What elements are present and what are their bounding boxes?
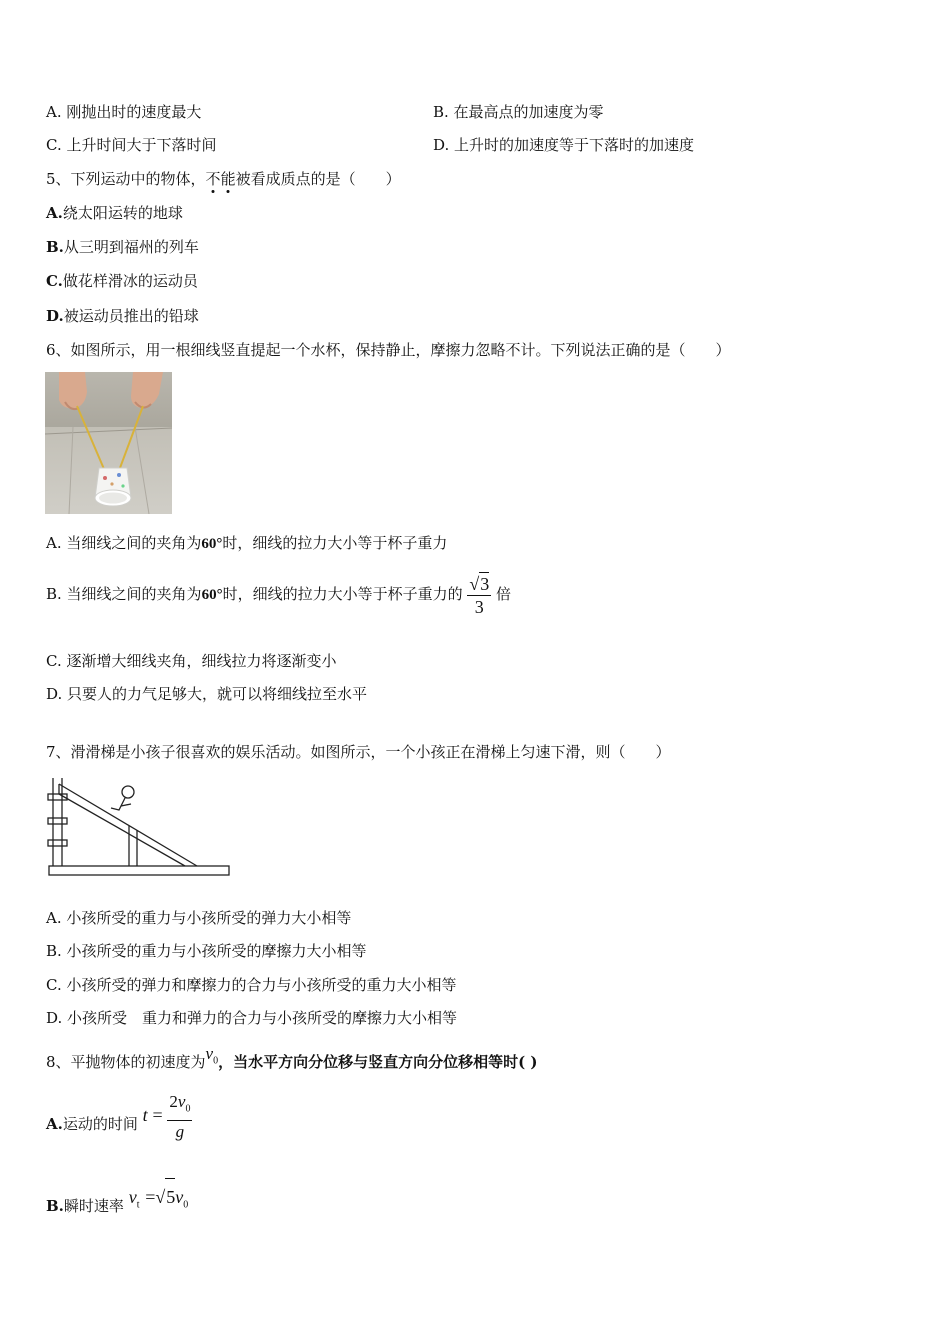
q8-stem — [46, 1044, 538, 1087]
fraction-denominator: g — [167, 1120, 192, 1143]
q6-option-b — [46, 566, 511, 622]
angle-value: 60° — [201, 587, 223, 603]
time-symbol: t — [142, 1105, 148, 1125]
option-letter: A. — [46, 204, 63, 222]
q5-stem — [46, 169, 401, 189]
option-text: 绕太阳运转的地球 — [62, 204, 183, 222]
option-text: 时，细线的拉力大小等于杯子重力 — [222, 534, 448, 552]
q5-option-d — [46, 306, 199, 326]
q5-stem-suffix: 被看成质点的是（ ） — [235, 170, 401, 188]
option-letter: B. — [46, 1197, 64, 1215]
option-letter: B. — [46, 238, 64, 256]
option-text: 做花样滑冰的运动员 — [62, 272, 198, 290]
option-letter: C. — [46, 272, 63, 290]
q7-option-c: C. 小孩所受的弹力和摩擦力的合力与小孩所受的重力大小相等 — [46, 976, 457, 994]
option-letter: D. — [46, 307, 64, 325]
q6-option-a — [46, 533, 447, 554]
q5-option-a — [46, 203, 183, 223]
sqrt-sign: √ — [155, 1187, 166, 1207]
q6-stem: 6、如图所示，用一根细线竖直提起一个水杯，保持静止，摩擦力忽略不计。下列说法正确的是（ ） — [46, 341, 731, 359]
q5-emphasis-1: 不 — [205, 170, 221, 188]
q4-option-d: D. 上升时的加速度等于下落时的加速度 — [433, 136, 695, 154]
option-text: B. 当细线之间的夹角为 — [46, 585, 202, 603]
option-text: 倍 — [496, 585, 512, 603]
option-text: 运动的时间 — [62, 1115, 138, 1133]
sqrt-sign: √ — [469, 574, 480, 594]
fraction-numerator: $2v_0$ — [169, 1091, 191, 1115]
q5-option-c — [46, 271, 198, 291]
q7-option-d: D. 小孩所受 重力和弹力的合力与小孩所受的摩擦力大小相等 — [46, 1009, 458, 1027]
q7-option-a: A. 小孩所受的重力与小孩所受的弹力大小相等 — [46, 909, 352, 927]
q8-stem-suffix: ，当水平方向分位移与竖直方向分位移相等时( ) — [218, 1053, 538, 1071]
symbol-subscript: 0 — [213, 1055, 219, 1067]
q4-option-c: C. 上升时间大于下落时间 — [46, 136, 217, 154]
q5-option-b — [46, 237, 199, 257]
q5-emphasis-2: 能 — [220, 170, 236, 188]
option-text: 被运动员推出的铅球 — [63, 307, 199, 325]
q8-stem-prefix: 8、平抛物体的初速度为 — [46, 1053, 206, 1071]
option-text: A. 当细线之间的夹角为 — [46, 534, 202, 552]
q6-option-c: C. 逐渐增大细线夹角，细线拉力将逐渐变小 — [46, 652, 337, 670]
q7-stem: 7、滑滑梯是小孩子很喜欢的娱乐活动。如图所示，一个小孩正在滑梯上匀速下滑，则（ ） — [46, 743, 671, 761]
q6-cup-photo — [45, 372, 172, 514]
equals-sign: = — [152, 1105, 163, 1125]
sqrt-radicand: 3 — [480, 574, 490, 594]
v0-symbol — [205, 1044, 219, 1067]
q8-option-b — [46, 1186, 188, 1232]
q4-option-b: B. 在最高点的加速度为零 — [433, 103, 604, 121]
fraction-denominator: 3 — [467, 595, 491, 618]
time-fraction — [167, 1091, 192, 1143]
option-text: 时，细线的拉力大小等于杯子重力的 — [222, 585, 463, 603]
symbol-v: v — [205, 1044, 214, 1063]
q7-option-b: B. 小孩所受的重力与小孩所受的摩擦力大小相等 — [46, 942, 367, 960]
q8-option-a — [46, 1091, 192, 1148]
angle-value: 60° — [201, 536, 223, 552]
instant-speed-formula: $v_t =√5v_0$ — [129, 1187, 189, 1208]
sqrt-radicand: 5 — [165, 1178, 175, 1215]
q7-slide-figure — [45, 774, 231, 878]
q5-stem-prefix: 5、下列运动中的物体， — [46, 170, 206, 188]
q4-option-a: A. 刚抛出时的速度最大 — [46, 103, 202, 121]
option-letter: A. — [46, 1115, 63, 1133]
option-text: 从三明到福州的列车 — [63, 238, 199, 256]
q6-option-d: D. 只要人的力气足够大，就可以将细线拉至水平 — [46, 685, 368, 703]
sqrt3-over-3-fraction — [467, 572, 491, 618]
option-text: 瞬时速率 — [63, 1197, 124, 1215]
